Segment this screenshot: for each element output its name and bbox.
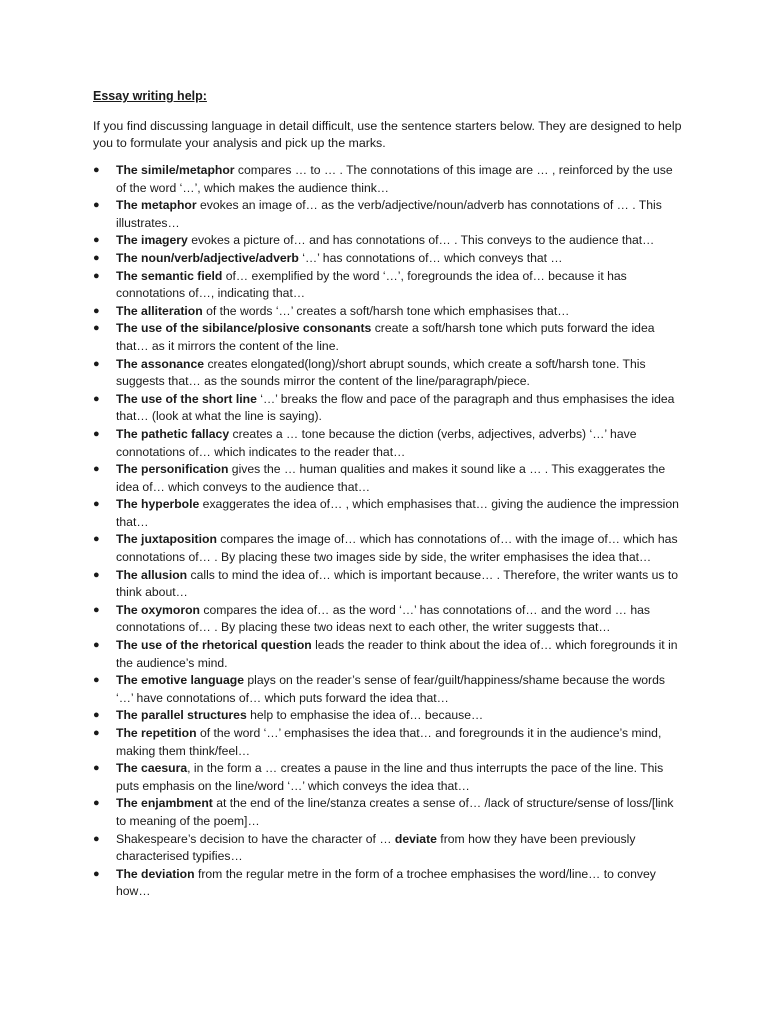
starter-text: ‘…’ breaks the flow and pace of the paragraph and thus emphasises the idea that… (look at what the line is saying). — [116, 391, 675, 424]
starter-text: from the regular metre in the form of a trochee emphasises the word/line… to convey how… — [116, 866, 656, 899]
starter-term: The allusion — [116, 567, 188, 582]
starter-term: The metaphor — [116, 198, 197, 213]
starter-text: at the end of the line/stanza creates a sense of… /lack of structure/sense of loss/[link to meaning of the poem]… — [116, 796, 674, 828]
document-content — [93, 88, 683, 901]
starter-prefix: Shakespeare’s decision to have the character of … — [116, 831, 395, 846]
starter-text: of the words ‘…’ creates a soft/harsh tone which emphasises that… — [202, 303, 570, 318]
starter-text: gives the … human qualities and makes it sound like a … . This exaggerates the idea of… which conveys to the audience that… — [116, 462, 666, 494]
sentence-starter-item — [93, 197, 683, 232]
sentence-starter-item — [93, 232, 683, 250]
intro-paragraph: If you find discussing language in detail difficult, use the sentence starters below. They are designed to help you to formulate your analysis and pick up the marks. — [93, 119, 682, 150]
starter-text: exaggerates the idea of… , which emphasises that… giving the audience the impression that… — [116, 497, 679, 529]
starter-text: compares … to … . The connotations of this image are … , reinforced by the use of the word ‘…’, which makes the audience think… — [116, 163, 673, 195]
bullet-icon: ● — [93, 234, 100, 247]
bullet-icon: ● — [93, 797, 100, 810]
sentence-starter-item — [93, 356, 683, 391]
bullet-icon: ● — [93, 357, 100, 370]
sentence-starter-item — [93, 268, 683, 303]
starter-text: of… exemplified by the word ‘…’, foregrounds the idea of… because it has connotations of…, indicating that… — [116, 268, 627, 301]
starter-text: , in the form a … creates a pause in the line and thus interrupts the pace of the line. This puts emphasis on the line/word ‘…’ which conveys the idea that… — [116, 761, 664, 793]
starter-term: The emotive language — [116, 673, 244, 688]
sentence-starter-item — [93, 391, 683, 426]
document-title: Essay writing help: — [93, 89, 207, 103]
starter-term: The use of the short line — [116, 391, 257, 406]
sentence-starter-list — [93, 162, 683, 901]
bullet-icon: ● — [93, 392, 100, 405]
bullet-icon: ● — [93, 603, 100, 616]
starter-text: calls to mind the idea of… which is important because… . Therefore, the writer wants us to think about… — [116, 567, 678, 600]
starter-term: The caesura — [116, 761, 188, 776]
starter-term: The noun/verb/adjective/adverb — [116, 250, 299, 265]
bullet-icon: ● — [93, 639, 100, 652]
bullet-icon: ● — [93, 164, 100, 176]
bullet-icon: ● — [93, 533, 100, 546]
starter-text: from how they have been previously characterised typifies… — [116, 831, 636, 864]
sentence-starter-item — [93, 461, 683, 496]
starter-term: The use of the sibilance/plosive consonants — [116, 321, 372, 336]
bullet-icon: ● — [93, 762, 100, 775]
starter-text: ‘…’ has connotations of… which conveys that … — [298, 250, 563, 265]
bullet-icon: ● — [93, 199, 100, 212]
bullet-icon: ● — [93, 269, 100, 282]
starter-term: The repetition — [116, 726, 197, 740]
sentence-starter-item — [93, 531, 683, 566]
sentence-starter-item — [93, 707, 683, 725]
bullet-icon: ● — [93, 304, 100, 317]
starter-term: The alliteration — [116, 303, 203, 318]
bullet-icon: ● — [93, 568, 100, 581]
starter-term: The personification — [116, 462, 229, 477]
sentence-starter-item — [93, 760, 683, 795]
sentence-starter-item — [93, 725, 683, 760]
starter-term: The pathetic fallacy — [116, 426, 230, 441]
sentence-starter-item — [93, 162, 683, 197]
bullet-icon: ● — [93, 867, 100, 880]
sentence-starter-item — [93, 320, 683, 355]
bullet-icon: ● — [93, 251, 100, 264]
starter-text: evokes a picture of… and has connotations of… . This conveys to the audience that… — [187, 233, 655, 248]
sentence-starter-item — [93, 567, 683, 602]
bullet-icon: ● — [93, 463, 100, 476]
bullet-icon: ● — [93, 322, 100, 335]
bullet-icon: ● — [93, 727, 100, 739]
starter-term: The simile/metaphor — [116, 163, 235, 177]
sentence-starter-item — [93, 602, 683, 637]
starter-term: The juxtaposition — [116, 532, 217, 547]
starter-text: leads the reader to think about the idea of… which foregrounds it in the audience’s mind. — [116, 638, 678, 670]
starter-term: The deviation — [116, 866, 195, 881]
starter-term: The imagery — [116, 233, 188, 248]
sentence-starter-item — [93, 831, 683, 866]
starter-text: compares the idea of… as the word ‘…’ has connotations of… and the word … has connotations of… . By placing these two ideas next to each other, the writer suggests that… — [116, 602, 651, 635]
starter-term: The oxymoron — [116, 602, 200, 617]
bullet-icon: ● — [93, 498, 100, 511]
starter-text: plays on the reader’s sense of fear/guilt/happiness/shame because the words ‘…’ have connotations of… which puts forward the idea that… — [116, 673, 665, 705]
starter-term: The hyperbole — [116, 497, 200, 512]
starter-term: deviate — [394, 831, 437, 846]
bullet-icon: ● — [93, 427, 100, 440]
starter-term: The parallel structures — [116, 708, 247, 723]
sentence-starter-item — [93, 795, 683, 830]
starter-text: evokes an image of… as the verb/adjective/noun/adverb has connotations of … . This illustrates… — [116, 198, 662, 230]
starter-term: The assonance — [116, 356, 205, 371]
sentence-starter-item — [93, 426, 683, 461]
bullet-icon: ● — [93, 832, 100, 845]
starter-text: creates a … tone because the diction (verbs, adjectives, adverbs) ‘…’ have connotations of… which indicates to the reader that… — [116, 426, 637, 459]
starter-text: help to emphasise the idea of… because… — [246, 708, 484, 723]
bullet-icon: ● — [93, 674, 100, 687]
sentence-starter-item — [93, 672, 683, 707]
sentence-starter-item — [93, 496, 683, 531]
sentence-starter-item — [93, 637, 683, 672]
sentence-starter-item — [93, 250, 683, 268]
starter-text: create a soft/harsh tone which puts forward the idea that… as it mirrors the content of the line. — [116, 321, 655, 353]
sentence-starter-item — [93, 303, 683, 321]
starter-term: The use of the rhetorical question — [116, 638, 312, 653]
starter-term: The enjambment — [116, 796, 213, 811]
starter-text: compares the image of… which has connotations of… with the image of… which has connotations of… . By placing these two images side by side, the writer emphasises the idea that… — [116, 532, 678, 565]
bullet-icon: ● — [93, 709, 100, 722]
starter-text: of the word ‘…’ emphasises the idea that… and foregrounds it in the audience’s mind, making them think/feel… — [116, 726, 662, 758]
starter-text: creates elongated(long)/short abrupt sounds, which create a soft/harsh tone. This suggests that… as the sounds mirror the content of the line/paragraph/piece. — [116, 356, 646, 389]
starter-term: The semantic field — [116, 268, 223, 283]
sentence-starter-item — [93, 866, 683, 901]
